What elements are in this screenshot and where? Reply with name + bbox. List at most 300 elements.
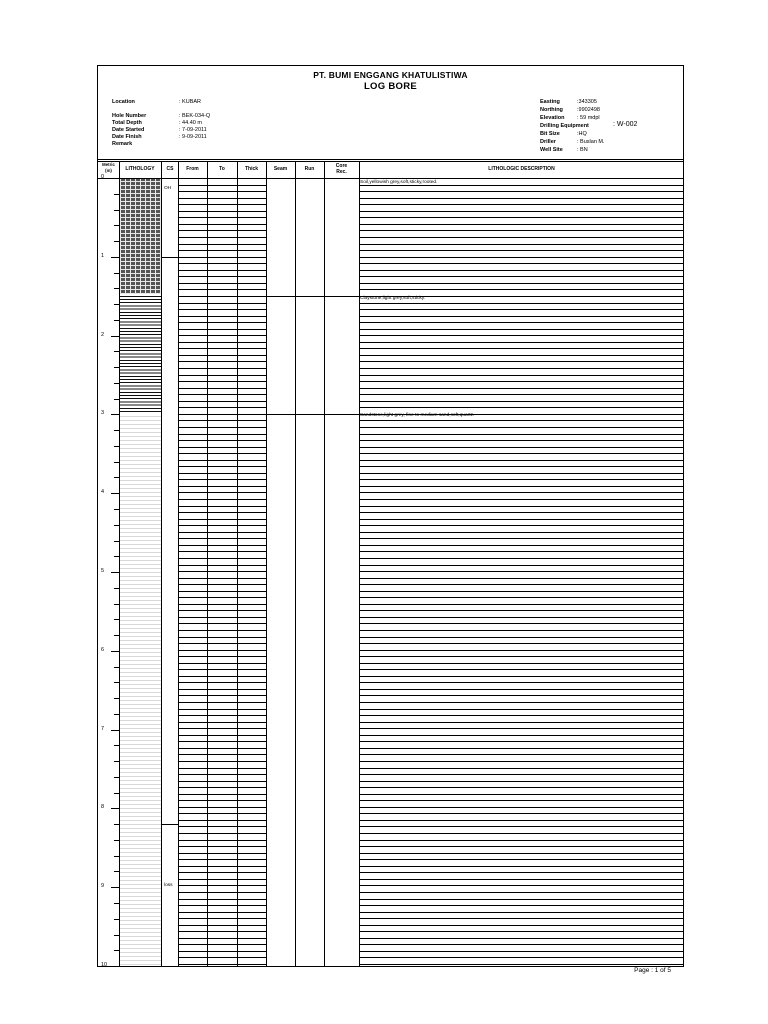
- northing-value: :9902498: [577, 107, 600, 113]
- drilling-equipment-label: Drilling Equipment: [540, 123, 589, 129]
- scale-label: 9: [101, 883, 105, 890]
- table-row: [178, 964, 266, 965]
- cs-boundary: [161, 824, 178, 825]
- table-row: [178, 335, 266, 336]
- description-row: [359, 388, 684, 389]
- description-row: [359, 250, 684, 251]
- description-row: [359, 296, 684, 297]
- description-row: [359, 506, 684, 507]
- scale-tick: [114, 509, 119, 510]
- table-row: [178, 938, 266, 939]
- scale-tick: [111, 572, 119, 573]
- table-row: [178, 689, 266, 690]
- bit-size-label: Bit Size: [540, 131, 560, 137]
- total-depth-value: : 44.40 m: [179, 120, 202, 126]
- column-divider: [161, 161, 162, 966]
- description-row: [359, 270, 684, 271]
- description-row: [359, 859, 684, 860]
- description-row: [359, 361, 684, 362]
- scale-tick: [114, 714, 119, 715]
- table-row: [178, 414, 266, 415]
- scale-tick: [114, 761, 119, 762]
- scale-label: 1: [101, 252, 105, 259]
- description-row: [359, 401, 684, 402]
- document-title: LOG BORE: [363, 81, 418, 92]
- table-row: [178, 715, 266, 716]
- description-row: [359, 728, 684, 729]
- description-row: [359, 787, 684, 788]
- description-row: [359, 754, 684, 755]
- company-name: PT. BUMI ENGGANG KHATULISTIWA: [313, 70, 468, 80]
- description-row: [359, 892, 684, 893]
- header-divider: [97, 159, 684, 160]
- scale-tick: [114, 698, 119, 699]
- table-row: [178, 794, 266, 795]
- description-row: [359, 204, 684, 205]
- table-row: [178, 217, 266, 218]
- cs-code-loss: loss: [164, 883, 173, 888]
- date-finish-label: Date Finish: [112, 134, 142, 140]
- core-header-label: Core: [335, 163, 348, 169]
- seam-header: Seam: [273, 166, 288, 172]
- description-row: [359, 565, 684, 566]
- table-row: [178, 322, 266, 323]
- scale-tick: [111, 651, 119, 652]
- scale-tick: [114, 194, 119, 195]
- table-row: [178, 879, 266, 880]
- table-row: [178, 833, 266, 834]
- table-row: [178, 375, 266, 376]
- description-row: [359, 800, 684, 801]
- description-row: [359, 414, 684, 415]
- table-row: [178, 342, 266, 343]
- table-row: [178, 571, 266, 572]
- table-row: [178, 676, 266, 677]
- table-row: [178, 951, 266, 952]
- table-row: [178, 440, 266, 441]
- table-row: [178, 394, 266, 395]
- scale-tick: [114, 919, 119, 920]
- table-row: [178, 630, 266, 631]
- description-row: [359, 872, 684, 873]
- table-row: [178, 427, 266, 428]
- table-row: [178, 361, 266, 362]
- table-row: [178, 872, 266, 873]
- description-row: [359, 813, 684, 814]
- scale-tick: [111, 808, 119, 809]
- table-row: [178, 407, 266, 408]
- scale-tick: [114, 903, 119, 904]
- header-row-bottom: [97, 178, 684, 179]
- table-row: [178, 840, 266, 841]
- scale-tick: [114, 225, 119, 226]
- description-row: [359, 912, 684, 913]
- layer-boundary: [266, 414, 359, 415]
- table-row: [178, 466, 266, 467]
- table-row: [178, 224, 266, 225]
- table-row: [178, 355, 266, 356]
- table-row: [178, 303, 266, 304]
- description-soil: Soil,yellowish grey,soft,sticky,rooted.: [360, 180, 438, 185]
- table-row: [178, 453, 266, 454]
- table-row: [178, 506, 266, 507]
- driller-label: Driller: [540, 139, 556, 145]
- scale-tick: [114, 446, 119, 447]
- table-row: [178, 551, 266, 552]
- table-row: [178, 669, 266, 670]
- description-row: [359, 263, 684, 264]
- description-row: [359, 198, 684, 199]
- description-row: [359, 899, 684, 900]
- description-row: [359, 375, 684, 376]
- layer-boundary: [266, 296, 359, 297]
- scale-label: 10: [101, 962, 108, 968]
- scale-tick: [114, 777, 119, 778]
- table-row: [178, 735, 266, 736]
- table-row: [178, 512, 266, 513]
- description-row: [359, 244, 684, 245]
- description-row: [359, 499, 684, 500]
- scale-tick: [114, 950, 119, 951]
- table-row: [178, 276, 266, 277]
- scale-tick: [111, 493, 119, 494]
- scale-tick: [114, 304, 119, 305]
- description-row: [359, 348, 684, 349]
- table-row: [178, 525, 266, 526]
- description-row: [359, 185, 684, 186]
- date-finish-value: : 9-09-2011: [179, 134, 207, 140]
- scale-tick: [114, 604, 119, 605]
- northing-label: Northing: [540, 107, 563, 113]
- table-row: [178, 538, 266, 539]
- table-row: [178, 250, 266, 251]
- scale-label: 8: [101, 804, 105, 811]
- description-row: [359, 551, 684, 552]
- table-row: [178, 826, 266, 827]
- table-row: [178, 813, 266, 814]
- description-row: [359, 486, 684, 487]
- cs-header: CS: [166, 166, 174, 172]
- lithology-soil: [120, 178, 161, 294]
- table-row: [178, 702, 266, 703]
- lithology-claystone: [120, 296, 161, 412]
- table-row: [178, 807, 266, 808]
- description-row: [359, 335, 684, 336]
- header-row-top: [97, 161, 684, 162]
- table-row: [178, 597, 266, 598]
- scale-tick: [114, 935, 119, 936]
- scale-tick: [114, 824, 119, 825]
- table-row: [178, 866, 266, 867]
- scale-tick: [111, 966, 119, 967]
- description-row: [359, 695, 684, 696]
- driller-value: : Buslan M.: [577, 139, 605, 145]
- description-row: [359, 663, 684, 664]
- scale-tick: [114, 635, 119, 636]
- table-row: [178, 774, 266, 775]
- scale-tick: [111, 336, 119, 337]
- table-row: [178, 846, 266, 847]
- description-row: [359, 191, 684, 192]
- table-row: [178, 722, 266, 723]
- description-row: [359, 584, 684, 585]
- description-row: [359, 879, 684, 880]
- table-row: [178, 682, 266, 683]
- description-row: [359, 820, 684, 821]
- description-row: [359, 630, 684, 631]
- scale-tick: [114, 541, 119, 542]
- scale-label: 7: [101, 725, 105, 732]
- scale-tick: [114, 320, 119, 321]
- core-header: [324, 163, 359, 175]
- description-row: [359, 440, 684, 441]
- table-row: [178, 610, 266, 611]
- description-row: [359, 512, 684, 513]
- description-row: [359, 885, 684, 886]
- table-row: [178, 787, 266, 788]
- table-row: [178, 748, 266, 749]
- description-row: [359, 427, 684, 428]
- table-row: [178, 578, 266, 579]
- description-row: [359, 309, 684, 310]
- description-row: [359, 931, 684, 932]
- well-site-value: : BN: [577, 147, 588, 153]
- hole-number-label: Hole Number: [112, 113, 147, 119]
- table-row: [178, 329, 266, 330]
- scale-tick: [114, 856, 119, 857]
- description-row: [359, 715, 684, 716]
- description-row: [359, 303, 684, 304]
- from-header: From: [186, 166, 199, 172]
- table-row: [178, 918, 266, 919]
- table-row: [178, 591, 266, 592]
- description-row: [359, 381, 684, 382]
- scale-label: 4: [101, 489, 105, 496]
- description-row: [359, 964, 684, 965]
- table-row: [178, 656, 266, 657]
- description-row: [359, 407, 684, 408]
- table-row: [178, 925, 266, 926]
- description-row: [359, 289, 684, 290]
- description-row: [359, 276, 684, 277]
- hole-number-value: : BEK-034-Q: [179, 113, 211, 119]
- column-divider: [324, 161, 325, 966]
- description-row: [359, 794, 684, 795]
- page-number: Page : 1 of 5: [634, 967, 671, 974]
- description-row: [359, 604, 684, 605]
- description-sandstone: Sandstone,light grey, fine to medium sand,soft,quartz.: [360, 413, 475, 418]
- description-row: [359, 597, 684, 598]
- description-row: [359, 316, 684, 317]
- table-row: [178, 237, 266, 238]
- table-row: [178, 460, 266, 461]
- description-row: [359, 591, 684, 592]
- description-row: [359, 643, 684, 644]
- scale-tick: [114, 477, 119, 478]
- total-depth-label: Total Depth: [112, 120, 142, 126]
- description-row: [359, 466, 684, 467]
- description-row: [359, 525, 684, 526]
- description-row: [359, 578, 684, 579]
- description-row: [359, 571, 684, 572]
- table-row: [178, 473, 266, 474]
- lithology-header: LITHOLOGY: [125, 166, 155, 172]
- description-row: [359, 650, 684, 651]
- log-sheet-frame: [97, 65, 684, 967]
- table-row: [178, 617, 266, 618]
- to-header: To: [219, 166, 225, 172]
- description-row: [359, 610, 684, 611]
- table-row: [178, 479, 266, 480]
- table-row: [178, 296, 266, 297]
- table-row: [178, 230, 266, 231]
- well-site-label: Well Site: [540, 147, 563, 153]
- scale-tick: [114, 462, 119, 463]
- table-row: [178, 931, 266, 932]
- table-row: [178, 263, 266, 264]
- table-row: [178, 637, 266, 638]
- location-label: Location: [112, 99, 135, 105]
- scale-tick: [111, 887, 119, 888]
- table-row: [178, 741, 266, 742]
- table-row: [178, 912, 266, 913]
- table-row: [178, 486, 266, 487]
- table-row: [178, 368, 266, 369]
- description-row: [359, 479, 684, 480]
- description-row: [359, 257, 684, 258]
- table-row: [178, 211, 266, 212]
- description-row: [359, 460, 684, 461]
- table-row: [178, 492, 266, 493]
- table-row: [178, 781, 266, 782]
- scale-tick: [114, 273, 119, 274]
- description-row: [359, 735, 684, 736]
- scale-tick: [111, 730, 119, 731]
- description-row: [359, 853, 684, 854]
- description-row: [359, 918, 684, 919]
- table-row: [178, 650, 266, 651]
- description-row: [359, 741, 684, 742]
- scale-tick: [114, 399, 119, 400]
- table-row: [178, 565, 266, 566]
- column-divider: [266, 161, 267, 966]
- table-row: [178, 558, 266, 559]
- elevation-value: : 59 mdpl: [577, 115, 600, 121]
- table-row: [178, 695, 266, 696]
- scale-tick: [114, 367, 119, 368]
- description-row: [359, 420, 684, 421]
- table-row: [178, 381, 266, 382]
- description-row: [359, 538, 684, 539]
- scale-tick: [114, 667, 119, 668]
- description-row: [359, 473, 684, 474]
- table-row: [178, 401, 266, 402]
- description-row: [359, 368, 684, 369]
- table-row: [178, 663, 266, 664]
- description-row: [359, 761, 684, 762]
- scale-tick: [114, 525, 119, 526]
- cs-code-oh: OH: [164, 186, 172, 191]
- table-row: [178, 643, 266, 644]
- scale-tick: [114, 745, 119, 746]
- description-row: [359, 781, 684, 782]
- table-row: [178, 754, 266, 755]
- description-row: [359, 329, 684, 330]
- scale-tick: [114, 430, 119, 431]
- scale-tick: [114, 588, 119, 589]
- table-row: [178, 768, 266, 769]
- description-row: [359, 682, 684, 683]
- description-row: [359, 211, 684, 212]
- scale-tick: [114, 840, 119, 841]
- description-claystone: Claystone,light grey,soft,sticky.: [360, 296, 426, 301]
- table-row: [178, 499, 266, 500]
- description-row: [359, 807, 684, 808]
- description-row: [359, 866, 684, 867]
- scale-tick: [111, 414, 119, 415]
- description-row: [359, 689, 684, 690]
- description-row: [359, 951, 684, 952]
- description-row: [359, 342, 684, 343]
- description-row: [359, 434, 684, 435]
- scale-tick: [114, 241, 119, 242]
- scale-tick: [114, 288, 119, 289]
- description-row: [359, 217, 684, 218]
- scale-tick: [114, 351, 119, 352]
- description-row: [359, 519, 684, 520]
- description-row: [359, 846, 684, 847]
- scale-tick: [114, 619, 119, 620]
- table-row: [178, 244, 266, 245]
- description-row: [359, 938, 684, 939]
- description-row: [359, 532, 684, 533]
- scale-tick: [111, 257, 119, 258]
- easting-value: :343305: [577, 99, 597, 105]
- bit-size-value: :HQ: [577, 131, 587, 137]
- lithology-sandstone: [120, 414, 161, 965]
- description-row: [359, 833, 684, 834]
- table-row: [178, 761, 266, 762]
- cs-boundary: [161, 257, 178, 258]
- description-row: [359, 492, 684, 493]
- scale-label: 2: [101, 331, 105, 338]
- elevation-label: Elevation: [540, 115, 565, 121]
- description-row: [359, 617, 684, 618]
- description-header: LITHOLOGIC DESCRIPTION: [488, 166, 555, 172]
- table-row: [178, 191, 266, 192]
- table-row: [178, 899, 266, 900]
- description-row: [359, 669, 684, 670]
- description-row: [359, 676, 684, 677]
- table-row: [178, 623, 266, 624]
- table-row: [178, 185, 266, 186]
- table-row: [178, 257, 266, 258]
- column-divider: [295, 161, 296, 966]
- table-row: [178, 434, 266, 435]
- table-row: [178, 532, 266, 533]
- table-row: [178, 892, 266, 893]
- description-row: [359, 774, 684, 775]
- table-row: [178, 604, 266, 605]
- description-row: [359, 394, 684, 395]
- date-started-label: Date Started: [112, 127, 145, 133]
- description-row: [359, 545, 684, 546]
- table-row: [178, 800, 266, 801]
- run-header: Run: [304, 166, 315, 172]
- date-started-value: : 7-09-2011: [179, 127, 207, 133]
- description-row: [359, 702, 684, 703]
- remark-label: Remark: [112, 141, 133, 147]
